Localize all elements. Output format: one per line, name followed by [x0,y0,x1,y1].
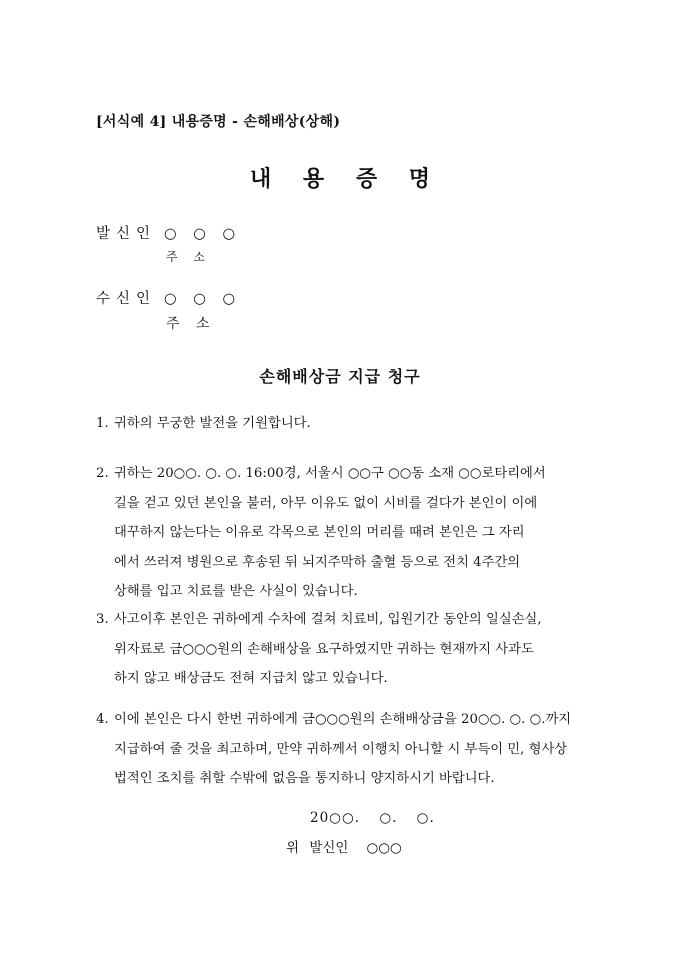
paragraph-line: 법적인 조치를 취할 수밖에 없음을 통지하니 양지하시기 바랍니다. [114,771,495,786]
paragraph-number: 3. [96,612,109,627]
paragraph-line: 대꾸하지 않는다는 이유로 각목으로 본인의 머리를 때려 본인은 그 자리 [114,525,525,540]
recipient-address-label: 주 소 [166,316,216,332]
signature-date: 20○○. ○. ○. [310,810,435,826]
paragraph-number: 4. [96,712,109,727]
signature-sender [286,836,402,856]
paragraph-line: 위자료로 금○○○원의 손해배상을 요구하였지만 귀하는 현재까지 사과도 [114,641,534,657]
recipient-name: ○ ○ ○ [164,291,242,307]
paragraph-1 [96,409,588,439]
paragraph-line: 이에 본인은 다시 한번 귀하에게 금○○○원의 손해배상금을 20○○. ○. ○.까지 [114,712,572,727]
signature-sender-name: ○○○ [366,840,402,856]
paragraph-4 [96,705,588,794]
paragraph-number: 1. [96,416,109,431]
paragraph-number: 2. [96,466,109,481]
paragraph-line: 길을 걷고 있던 본인을 불러, 아무 이유도 없이 시비를 걸다가 본인이 이에 [114,495,538,511]
recipient-role: 수신인 [96,291,157,307]
paragraph-3 [96,605,588,694]
paragraph-line: 상해를 입고 치료를 받은 사실이 있습니다. [114,584,358,599]
sender-role: 발신인 [96,226,157,242]
sender-address-label: 주 소 [166,250,211,264]
subject-heading: 손해배상금 지급 청구 [259,367,421,386]
document-title: 내 용 증 명 [250,166,442,192]
paragraph-line: 귀하의 무궁한 발전을 기원합니다. [114,416,311,431]
signature-sender-prefix: 위 발신인 [286,840,349,856]
sender-name: ○ ○ ○ [164,226,242,242]
paragraph-line: 귀하는 20○○. ○. ○. 16:00경, 서울시 ○○구 ○○동 소재 ○○로타리에서 [114,466,546,481]
paragraph-line: 에서 쓰러져 병원으로 후송된 뒤 뇌지주막하 출혈 등으로 전치 4주간의 [114,554,521,570]
recipient-line [96,287,241,308]
paragraph-line: 지급하여 줄 것을 최고하며, 만약 귀하께서 이행치 아니할 시 부득이 민, 형사상 [114,741,568,757]
paragraph-2 [96,459,588,607]
paragraph-line: 사고이후 본인은 귀하에게 수차에 걸쳐 치료비, 입원기간 동안의 일실손실, [114,612,542,627]
sender-line [96,222,241,243]
paragraph-line: 하지 않고 배상금도 전혀 지급치 않고 있습니다. [114,671,388,686]
form-label: [서식예 4] 내용증명 - 손해배상(상해) [96,114,341,130]
